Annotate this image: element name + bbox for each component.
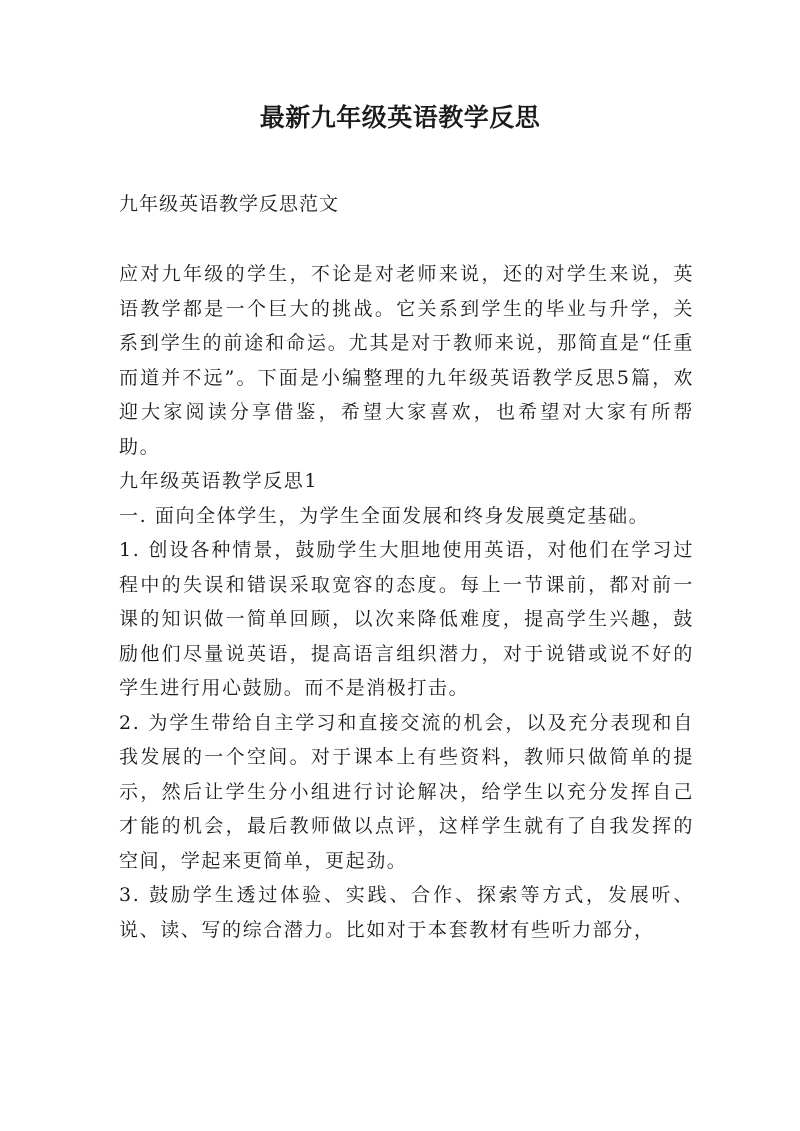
intro-paragraph: 应对九年级的学生，不论是对老师来说，还的对学生来说，英语教学都是一个巨大的挑战。它关系到学生的毕业与升学，关系到学生的前途和命运。尤其是对于教师来说，那简直是“任重而道并不远”。下面是小编整理的九年级英语教学反思5篇，欢迎大家阅读分享借鉴，希望大家喜欢，也希望对大家有所帮助。 — [119, 263, 694, 458]
point-3-paragraph: 3. 鼓励学生透过体验、实践、合作、探索等方式，发展听、说、读、写的综合潜力。比如对于本套教材有些听力部分， — [119, 884, 694, 941]
document-body — [119, 257, 694, 947]
point-2-paragraph: 2. 为学生带给自主学习和直接交流的机会，以及充分表现和自我发展的一个空间。对于课本上有些资料，教师只做简单的提示，然后让学生分小组进行讨论解决，给学生以充分发挥自己才能的机会，最后教师做以点评，这样学生就有了自我发挥的空间，学起来更简单，更起劲。 — [119, 711, 694, 872]
point-heading: 一. 面向全体学生，为学生全面发展和终身发展奠定基础。 — [119, 504, 650, 527]
section-heading: 九年级英语教学反思1 — [119, 470, 319, 492]
document-title: 最新九年级英语教学反思 — [259, 103, 541, 132]
document-subtitle: 九年级英语教学反思范文 — [119, 193, 340, 215]
point-1-paragraph: 1. 创设各种情景，鼓励学生大胆地使用英语，对他们在学习过程中的失误和错误采取宽容的态度。每上一节课前，都对前一课的知识做一简单回顾，以次来降低难度，提高学生兴趣，鼓励他们尽量说英语，提高语言组织潜力，对于说错或说不好的学生进行用心鼓励。而不是消极打击。 — [119, 539, 694, 699]
